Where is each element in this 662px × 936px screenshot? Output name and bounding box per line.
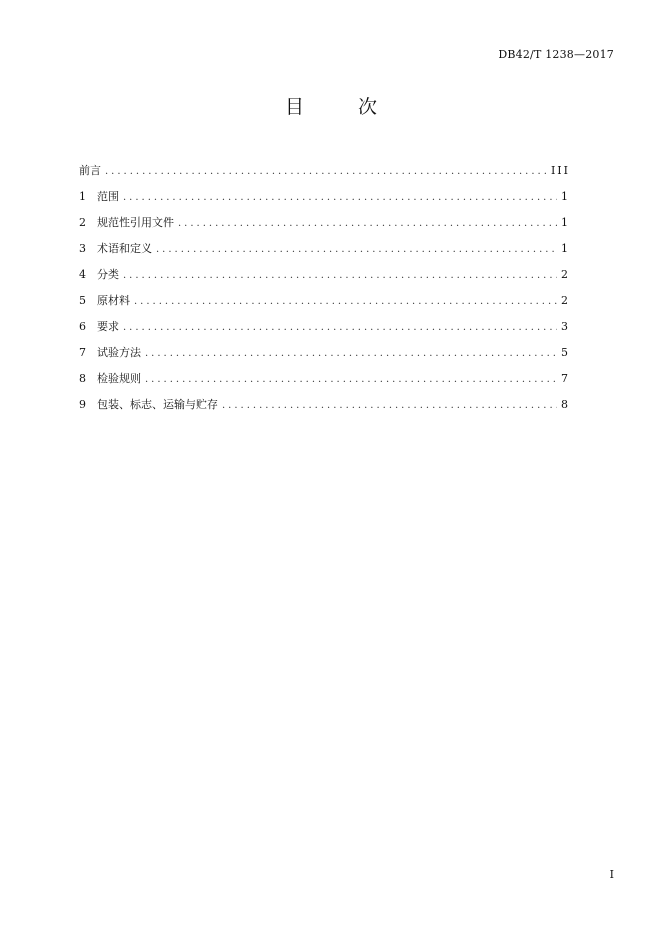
toc-entry-text: 分类 — [97, 268, 119, 281]
toc-entry-6[interactable] — [79, 319, 568, 345]
toc-entry-number: 8 — [79, 372, 86, 385]
toc-entry-1[interactable] — [79, 189, 568, 215]
page-number: I — [609, 868, 614, 881]
toc-entry-page: 7 — [561, 372, 570, 385]
toc-entry-text: 术语和定义 — [97, 242, 152, 255]
toc-leader-dots — [222, 398, 557, 414]
toc-entry-5[interactable] — [79, 293, 568, 319]
toc-entry-4[interactable] — [79, 267, 568, 293]
toc-entry-text: 范围 — [97, 190, 119, 203]
toc-entry-text: 规范性引用文件 — [97, 216, 174, 229]
toc-entry-text: 原材料 — [97, 294, 130, 307]
toc-entry-2[interactable] — [79, 215, 568, 241]
toc-leader-dots — [123, 190, 557, 206]
toc-leader-dots — [145, 346, 557, 362]
toc-entry-page: 1 — [561, 190, 570, 203]
toc-entry-number: 1 — [79, 190, 86, 203]
toc-entry-number: 5 — [79, 294, 86, 307]
toc-leader-dots — [156, 242, 557, 258]
toc-entry-page: 2 — [561, 268, 570, 281]
toc-entry-text: 包装、标志、运输与贮存 — [97, 398, 218, 411]
toc-leader-dots — [123, 320, 557, 336]
toc-entry-number: 3 — [79, 242, 86, 255]
toc-entry-page: 5 — [561, 346, 570, 359]
toc-entry-number: 7 — [79, 346, 86, 359]
toc-title: 目 次 — [284, 96, 402, 118]
document-code: DB42/T 1238—2017 — [498, 48, 614, 61]
toc-entry-page: 1 — [561, 216, 570, 229]
toc-entry-text: 要求 — [97, 320, 119, 333]
toc-entry-text: 检验规则 — [97, 372, 141, 385]
toc-entry-page: III — [550, 164, 570, 177]
toc-entry-9[interactable] — [79, 397, 568, 423]
toc-entry-7[interactable] — [79, 345, 568, 371]
toc-entry-page: 1 — [561, 242, 570, 255]
toc-leader-dots — [105, 164, 547, 180]
toc-leader-dots — [178, 216, 557, 232]
toc-entry-3[interactable] — [79, 241, 568, 267]
toc-entry-page: 3 — [561, 320, 570, 333]
table-of-contents — [79, 163, 568, 423]
toc-entry-page: 8 — [561, 398, 570, 411]
toc-entry-number: 9 — [79, 398, 86, 411]
toc-entry-number: 2 — [79, 216, 86, 229]
toc-entry-foreword[interactable] — [79, 163, 568, 189]
toc-entry-8[interactable] — [79, 371, 568, 397]
toc-entry-number: 6 — [79, 320, 86, 333]
toc-leader-dots — [145, 372, 557, 388]
toc-leader-dots — [123, 268, 557, 284]
toc-entry-page: 2 — [561, 294, 570, 307]
toc-entry-text: 前言 — [79, 164, 101, 177]
toc-entry-text: 试验方法 — [97, 346, 141, 359]
toc-entry-number: 4 — [79, 268, 86, 281]
toc-leader-dots — [134, 294, 557, 310]
